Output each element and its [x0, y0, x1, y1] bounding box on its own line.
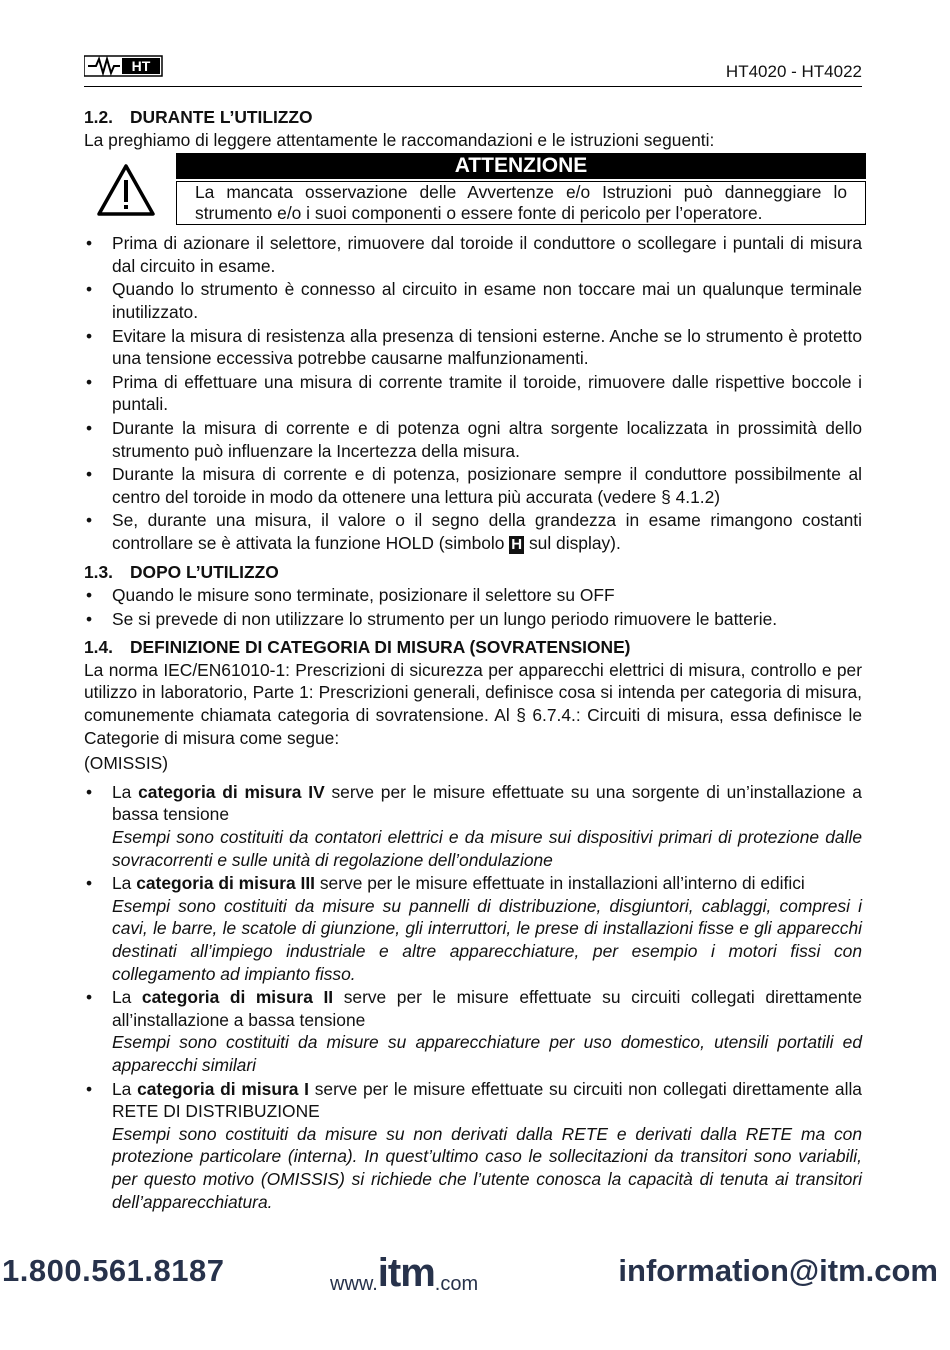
- section-number: 1.4.: [84, 637, 114, 658]
- list-item: [84, 232, 862, 277]
- list-item: [84, 371, 862, 416]
- page-header: [84, 52, 862, 87]
- omissis-note: (OMISSIS): [84, 753, 169, 774]
- item-example: Esempi sono costituiti da misure su apparecchiature per uso domestico, utensili portatili ed apparecchi similari: [112, 1032, 862, 1075]
- list-item: [84, 872, 862, 985]
- list-item: [84, 509, 862, 554]
- category-name: categoria di misura III: [136, 873, 315, 894]
- list-item: [84, 986, 862, 1076]
- item-pre: La: [112, 987, 132, 1008]
- item-example: Esempi sono costituiti da misure su pannelli di distribuzione, disgiuntori, cablaggi, compresi i cavi, le barre, le scatole di giunzione, gli interruttori, le prese di installazioni fisse e gli apparecchi destinati all’impiego industriale e altre apparecchiature, per esempio i motori fissi con collegamento ad impianto fisso.: [112, 895, 862, 984]
- item-pre: La: [112, 781, 132, 802]
- bullet-icon: •: [85, 233, 93, 254]
- bullet-icon: •: [85, 325, 93, 346]
- list-item-text: Prima di azionare il selettore, rimuovere dal toroide il conduttore o scollegare i puntali di misura dal circuito in esame.: [112, 233, 862, 276]
- list-item-text: sul display).: [528, 532, 621, 553]
- category-name: categoria di misura IV: [138, 781, 325, 802]
- web-suffix: .com: [434, 1273, 479, 1295]
- section-title: DURANTE L’UTILIZZO: [130, 107, 313, 127]
- list-item: [84, 1078, 862, 1214]
- item-example: Esempi sono costituiti da contatori elettrici e da misure sui dispositivi primari di protezione dalle sovracorrenti e sulle unità di regolazione dell’ondulazione: [112, 827, 862, 870]
- category-list: [84, 781, 862, 1213]
- bullet-icon: •: [85, 279, 93, 300]
- category-name: categoria di misura II: [141, 987, 334, 1008]
- list-item-text: Quando le misure sono terminate, posizionare il selettore su OFF: [112, 585, 615, 606]
- bullet-icon: •: [85, 417, 93, 438]
- bullet-icon: •: [85, 608, 93, 629]
- item-pre: La: [112, 1078, 132, 1099]
- bullet-icon: •: [85, 464, 93, 485]
- section-1-2-heading: [84, 106, 862, 129]
- item-post: serve per le misure effettuate su circuiti non collegati direttamente alla RETE DI DISTRIBUZIONE: [112, 1078, 862, 1122]
- list-item: [84, 325, 862, 370]
- usage-list: [84, 232, 862, 554]
- warning-triangle-icon: [96, 163, 156, 217]
- warning-block: [84, 151, 862, 231]
- item-pre: La: [112, 873, 132, 894]
- document-code: HT4020 - HT4022: [725, 62, 862, 81]
- list-item: [84, 608, 862, 631]
- item-post: serve per le misure effettuate su una sorgente di un’installazione a bassa tensione: [112, 781, 862, 825]
- section-number: 1.2.: [84, 107, 114, 127]
- list-item-text: Evitare la misura di resistenza alla presenza di tensioni esterne. Anche se lo strumento è protetto una tensione eccessiva potrebbe causarne malfunzionamenti.: [112, 325, 862, 369]
- web-prefix: www.: [330, 1273, 378, 1295]
- page-content: [84, 106, 862, 1213]
- footer-website[interactable]: [330, 1251, 479, 1295]
- section-1-4-intro: La norma IEC/EN61010-1: Prescrizioni di sicurezza per apparecchi elettrici di misura, controllo e per utilizzo in laboratorio, Parte 1: Prescrizioni generali, definisce cosa si intenda per categoria di misura, comunemente chiamata categoria di sovratensione. Al § 6.7.4.: Circuiti di misura, essa definisce le Categorie di misura come segue:: [84, 659, 862, 748]
- after-use-list: [84, 584, 862, 630]
- section-title: DOPO L’UTILIZZO: [130, 561, 279, 582]
- list-item-text: Se, durante una misura, il valore o il segno della grandezza in esame rimangono costanti controllare se è attivata la funzione HOLD (simbolo: [112, 510, 862, 553]
- list-item: [84, 463, 862, 508]
- footer-email[interactable]: information@itm.com: [618, 1253, 938, 1288]
- bullet-icon: •: [85, 781, 93, 802]
- bullet-icon: •: [85, 510, 93, 531]
- list-item: [84, 781, 862, 871]
- item-example: Esempi sono costituiti da misure su non derivati dalla RETE e derivati dalla RETE ma con protezione particolare (interna). In quest’ultimo caso le sollecitazioni da transitori sono variabili, per questo motivo (OMISSIS) si richiede che l’utente conosca la capacità di tenuta ai transitori dell’apparecchiatura.: [112, 1123, 862, 1212]
- warning-text: La mancata osservazione delle Avvertenze e/o Istruzioni può danneggiare lo strumento e/o i suoi componenti o essere fonte di pericolo per l’operatore.: [176, 181, 866, 225]
- bullet-icon: •: [85, 987, 93, 1008]
- list-item-text: Se si prevede di non utilizzare lo strumento per un lungo periodo rimuovere le batterie.: [112, 608, 778, 629]
- web-brand: itm: [377, 1251, 435, 1295]
- bullet-icon: •: [85, 1078, 93, 1099]
- logo-text: HT: [131, 58, 151, 74]
- section-1-3-heading: [84, 561, 862, 584]
- warning-title: ATTENZIONE: [176, 153, 866, 179]
- list-item: [84, 417, 862, 462]
- item-post: serve per le misure effettuate su circuiti collegati direttamente all’installazione a bassa tensione: [112, 987, 862, 1030]
- section-1-2-intro: La preghiamo di leggere attentamente le raccomandazioni e le istruzioni seguenti:: [84, 129, 715, 150]
- bullet-icon: •: [85, 873, 93, 894]
- list-item: [84, 584, 862, 607]
- footer-phone[interactable]: 1.800.561.8187: [2, 1253, 225, 1288]
- item-post: serve per le misure effettuate in installazioni all’interno di edifici: [319, 873, 805, 894]
- section-title: DEFINIZIONE DI CATEGORIA DI MISURA (SOVRATENSIONE): [130, 637, 631, 658]
- list-item-text: Durante la misura di corrente e di potenza ogni altra sorgente localizzata in prossimità dello strumento può influenzare la Incertezza della misura.: [112, 417, 862, 461]
- bullet-icon: •: [85, 371, 93, 392]
- section-1-4-heading: [84, 636, 862, 659]
- list-item: [84, 278, 862, 323]
- page-footer: [0, 1245, 950, 1295]
- list-item-text: Prima di effettuare una misura di corrente tramite il toroide, rimuovere dalle rispettive boccole i puntali.: [112, 371, 862, 415]
- list-item-text: Quando lo strumento è connesso al circuito in esame non toccare mai un qualunque terminale inutilizzato.: [112, 279, 862, 322]
- section-number: 1.3.: [84, 561, 114, 582]
- list-item-text: Durante la misura di corrente e di potenza, posizionare sempre il conduttore possibilmente al centro del toroide in modo da ottenere una lettura più accurata (vedere § 4.1.2): [112, 464, 862, 507]
- ht-logo: [84, 54, 164, 78]
- category-name: categoria di misura I: [137, 1078, 309, 1099]
- hold-symbol-icon: H: [511, 535, 523, 553]
- bullet-icon: •: [85, 585, 93, 606]
